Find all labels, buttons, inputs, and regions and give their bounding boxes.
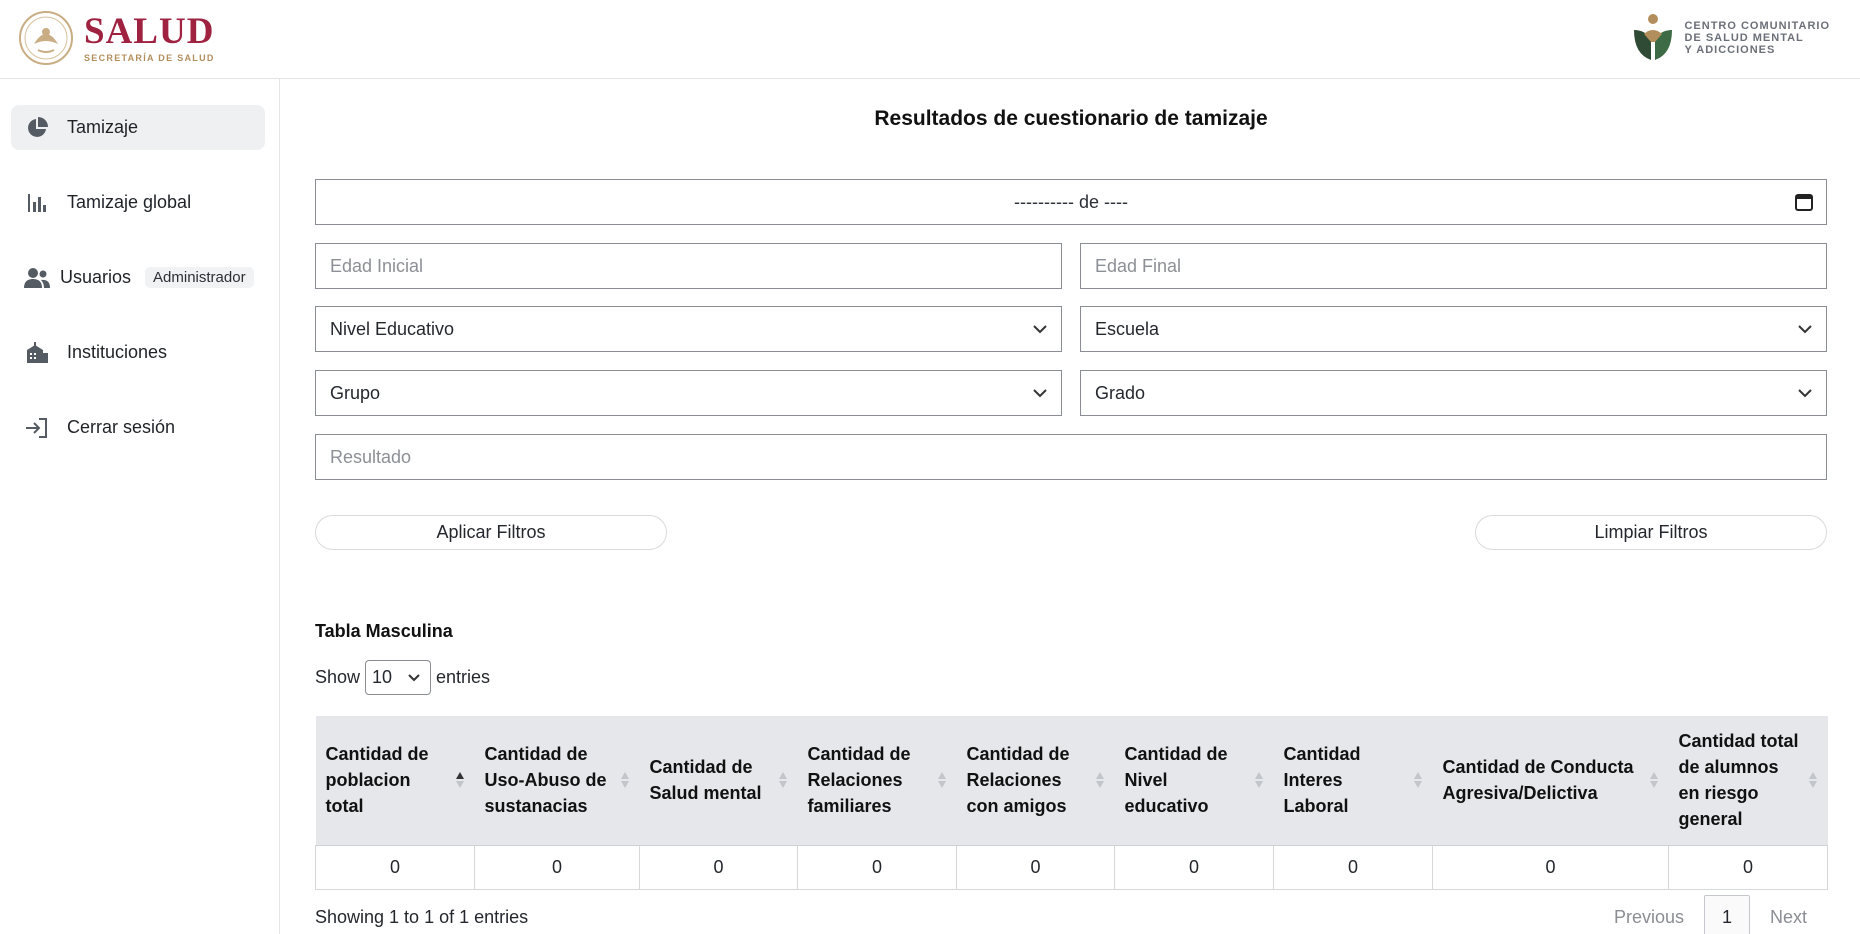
page-title: Resultados de cuestionario de tamizaje — [874, 107, 1268, 130]
chevron-down-icon — [1796, 384, 1814, 402]
table-cell: 0 — [957, 845, 1115, 889]
ccsm-line-1: CENTRO COMUNITARIO — [1684, 20, 1830, 32]
date-value: ---------- de ---- — [1014, 191, 1128, 212]
grado-select[interactable] — [1080, 370, 1827, 416]
escuela-select[interactable] — [1080, 306, 1827, 352]
apply-filters-button[interactable]: Aplicar Filtros — [315, 515, 667, 550]
sidebar-item-tamizaje-global[interactable] — [11, 180, 265, 225]
table-info: Showing 1 to 1 of 1 entries — [315, 907, 529, 927]
column-header-riesgo-general[interactable] — [1669, 716, 1828, 845]
date-input[interactable] — [315, 179, 1827, 225]
table-cell: 0 — [475, 845, 640, 889]
salud-logo[interactable] — [18, 10, 215, 66]
sidebar-item-label: Usuarios — [60, 267, 132, 287]
salud-subtitle: SECRETARÍA DE SALUD — [84, 53, 215, 63]
grado-value: Grado — [1095, 382, 1146, 403]
sidebar-item-tamizaje[interactable] — [11, 105, 265, 150]
sidebar-item-cerrar-sesion[interactable] — [11, 405, 265, 450]
sidebar-item-label: Tamizaje global — [67, 192, 192, 212]
table-cell: 0 — [640, 845, 798, 889]
ccsm-line-3: Y ADICCIONES — [1684, 44, 1776, 56]
column-header-conducta-agresiva[interactable] — [1433, 716, 1669, 845]
sidebar-item-label: Cerrar sesión — [67, 417, 176, 437]
chevron-down-icon — [1796, 320, 1814, 338]
entries-select[interactable] — [365, 660, 431, 695]
column-header-label: Cantidad de Nivel educativo — [1124, 744, 1228, 817]
logout-icon — [24, 415, 50, 441]
buildings-icon — [24, 340, 50, 366]
table-heading: Tabla Masculina — [315, 621, 453, 641]
sort-icon — [778, 771, 788, 789]
results-table — [315, 716, 1828, 890]
column-header-label: Cantidad Interes Laboral — [1283, 744, 1361, 817]
column-header-label: Cantidad de Relaciones con amigos — [966, 744, 1070, 817]
sidebar-item-label: Tamizaje — [67, 117, 139, 137]
nivel-educativo-select[interactable] — [315, 306, 1062, 352]
pie-chart-icon — [24, 115, 50, 141]
sort-icon — [1095, 771, 1105, 789]
column-header-label: Cantidad de Uso-Abuso de sustanacias — [484, 744, 607, 817]
sidebar-item-label: Instituciones — [67, 342, 168, 362]
column-header-poblacion-total[interactable] — [316, 716, 475, 845]
clear-filters-button[interactable]: Limpiar Filtros — [1475, 515, 1827, 550]
sort-ascending-icon — [455, 771, 465, 789]
table-cell: 0 — [1274, 845, 1433, 889]
table-cell: 0 — [798, 845, 957, 889]
table-cell: 0 — [316, 845, 475, 889]
chevron-down-icon — [406, 670, 422, 686]
edad-inicial-placeholder: Edad Inicial — [330, 255, 424, 276]
column-header-relaciones-familiares[interactable] — [798, 716, 957, 845]
table-header-row — [316, 716, 1828, 845]
pagination — [1594, 895, 1827, 934]
column-header-label: Cantidad de Salud mental — [649, 757, 762, 804]
column-header-nivel-educativo[interactable] — [1115, 716, 1274, 845]
salud-title: SALUD — [84, 11, 215, 52]
ccsm-leaves-icon — [1630, 12, 1676, 64]
column-header-interes-laboral[interactable] — [1274, 716, 1433, 845]
column-header-label: Cantidad de Conducta Agresiva/Delictiva — [1442, 757, 1634, 804]
grupo-value: Grupo — [330, 382, 381, 403]
nivel-educativo-value: Nivel Educativo — [330, 318, 455, 339]
edad-final-input[interactable] — [1080, 243, 1827, 289]
sort-icon — [1808, 771, 1818, 789]
entries-select-value: 10 — [372, 667, 393, 687]
table-cell: 0 — [1433, 845, 1669, 889]
entries-label: entries — [436, 667, 491, 687]
previous-page-button[interactable]: Previous — [1613, 906, 1684, 927]
ccsm-line-2: DE SALUD MENTAL — [1684, 32, 1804, 44]
grupo-select[interactable] — [315, 370, 1062, 416]
chevron-down-icon — [1031, 384, 1049, 402]
bar-chart-icon — [24, 190, 50, 216]
table-cell: 0 — [1115, 845, 1274, 889]
page-1-button[interactable]: 1 — [1704, 895, 1750, 934]
column-header-label: Cantidad de poblacion total — [325, 744, 429, 817]
sidebar-item-instituciones[interactable] — [11, 330, 265, 375]
show-label: Show — [315, 667, 361, 687]
column-header-label: Cantidad de Relaciones familiares — [807, 744, 911, 817]
sort-icon — [1254, 771, 1264, 789]
calendar-icon[interactable] — [1794, 192, 1814, 212]
next-page-button[interactable]: Next — [1769, 906, 1807, 927]
sort-icon — [937, 771, 947, 789]
sort-icon — [1413, 771, 1423, 789]
sidebar-item-usuarios[interactable] — [11, 255, 265, 300]
table-row — [316, 845, 1828, 889]
ccsm-logo[interactable] — [1630, 12, 1830, 64]
escuela-value: Escuela — [1095, 318, 1160, 339]
top-header — [0, 0, 1860, 79]
chevron-down-icon — [1031, 320, 1049, 338]
sort-icon — [620, 771, 630, 789]
edad-inicial-input[interactable] — [315, 243, 1062, 289]
sort-icon — [1649, 771, 1659, 789]
edad-final-placeholder: Edad Final — [1095, 255, 1182, 276]
entries-length-control — [315, 660, 490, 695]
resultado-input[interactable] — [315, 434, 1827, 480]
column-header-label: Cantidad total de alumnos en riesgo general — [1678, 731, 1799, 830]
admin-badge: Administrador — [145, 267, 254, 288]
column-header-relaciones-amigos[interactable] — [957, 716, 1115, 845]
mexico-seal-icon — [18, 10, 74, 66]
resultado-placeholder: Resultado — [330, 446, 412, 467]
column-header-uso-abuso[interactable] — [475, 716, 640, 845]
table-cell: 0 — [1669, 845, 1828, 889]
sidebar — [0, 79, 280, 934]
users-icon — [24, 265, 50, 291]
column-header-salud-mental[interactable] — [640, 716, 798, 845]
